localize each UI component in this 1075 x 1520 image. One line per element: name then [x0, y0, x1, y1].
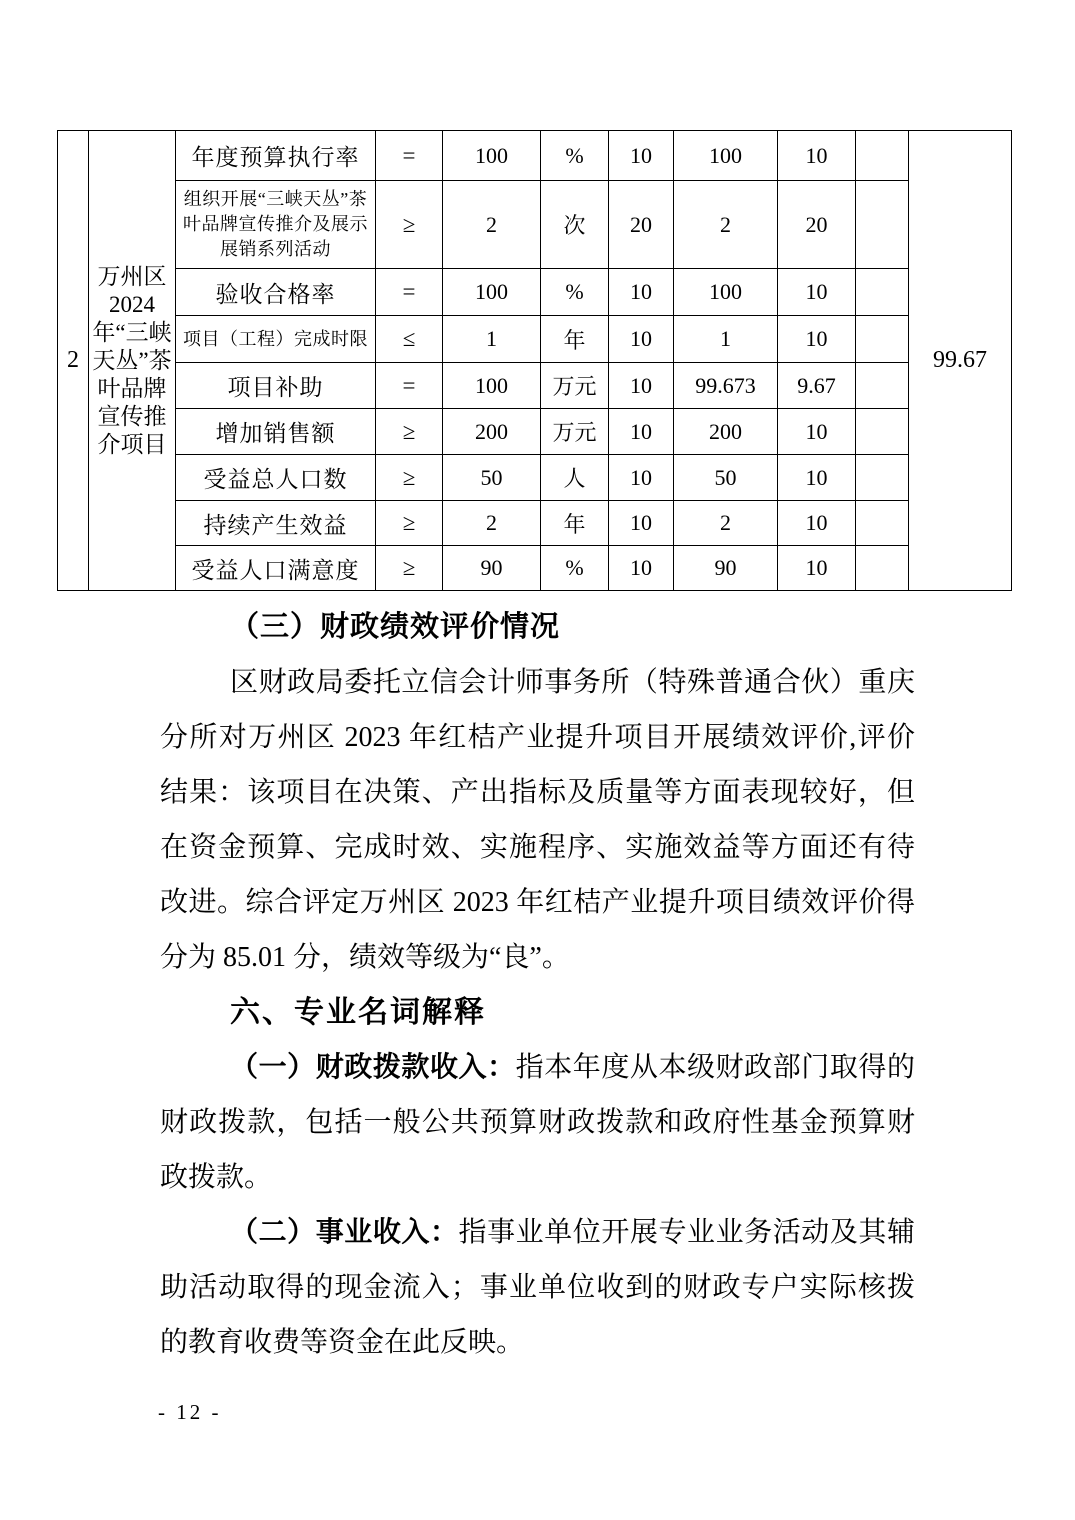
indicator-cell: 增加销售额	[176, 409, 376, 455]
target-cell: 100	[443, 131, 541, 181]
score-cell: 10	[778, 501, 856, 546]
blank-cell	[856, 363, 909, 409]
blank-cell	[856, 131, 909, 181]
paragraph-line: 在资金预算、完成时效、实施程序、实施效益等方面还有待	[160, 832, 915, 863]
unit-cell: 万元	[541, 363, 609, 409]
unit-cell: 次	[541, 181, 609, 269]
weight-cell: 10	[609, 501, 674, 546]
score-cell: 10	[778, 269, 856, 316]
actual-cell: 99.673	[674, 363, 778, 409]
table-row	[58, 546, 1012, 591]
target-cell: 90	[443, 546, 541, 591]
operator-cell: ≥	[376, 501, 443, 546]
total-score-cell: 99.67	[909, 131, 1012, 591]
project-name-cell: 万州区2024年“三峡天丛”茶叶品牌宣传推介项目	[89, 131, 176, 591]
table-row	[58, 363, 1012, 409]
unit-cell: 人	[541, 455, 609, 501]
indicator-cell: 持续产生效益	[176, 501, 376, 546]
indicator-cell: 验收合格率	[176, 269, 376, 316]
actual-cell: 90	[674, 546, 778, 591]
score-cell: 10	[778, 409, 856, 455]
actual-cell: 100	[674, 131, 778, 181]
paragraph-line: 助活动取得的现金流入；事业单位收到的财政专户实际核拨	[160, 1272, 915, 1303]
score-cell: 20	[778, 181, 856, 269]
unit-cell: %	[541, 546, 609, 591]
unit-cell: %	[541, 269, 609, 316]
term-label: （二）事业收入：	[230, 1217, 459, 1248]
paragraph-line: 分所对万州区 2023 年红桔产业提升项目开展绩效评价,评价	[160, 722, 915, 753]
table-row	[58, 316, 1012, 363]
operator-cell: ≥	[376, 181, 443, 269]
table-row	[58, 501, 1012, 546]
paragraph-line: 区财政局委托立信会计师事务所（特殊普通合伙）重庆	[230, 667, 915, 698]
operator-cell: ≥	[376, 546, 443, 591]
blank-cell	[856, 546, 909, 591]
blank-cell	[856, 455, 909, 501]
unit-cell: 万元	[541, 409, 609, 455]
term-label: （一）财政拨款收入：	[230, 1052, 516, 1083]
table-row	[58, 455, 1012, 501]
actual-cell: 100	[674, 269, 778, 316]
table-row	[58, 269, 1012, 316]
paragraph-line	[160, 1205, 915, 1260]
weight-cell: 10	[609, 316, 674, 363]
indicator-cell: 项目补助	[176, 363, 376, 409]
weight-cell: 10	[609, 409, 674, 455]
indicator-cell: 受益总人口数	[176, 455, 376, 501]
paragraph-line: 的教育收费等资金在此反映。	[160, 1327, 525, 1358]
blank-cell	[856, 409, 909, 455]
performance-table	[57, 130, 1012, 591]
body-text	[160, 600, 915, 1370]
target-cell: 2	[443, 501, 541, 546]
row-number-cell: 2	[58, 131, 89, 591]
blank-cell	[856, 269, 909, 316]
target-cell: 200	[443, 409, 541, 455]
score-cell: 9.67	[778, 363, 856, 409]
target-cell: 100	[443, 363, 541, 409]
weight-cell: 10	[609, 363, 674, 409]
paragraph-line: 结果：该项目在决策、产出指标及质量等方面表现较好，但	[160, 777, 915, 808]
paragraph-line	[160, 1040, 915, 1095]
weight-cell: 10	[609, 269, 674, 316]
table-row	[58, 409, 1012, 455]
actual-cell: 2	[674, 181, 778, 269]
paragraph-line: 政拨款。	[160, 1162, 273, 1193]
actual-cell: 50	[674, 455, 778, 501]
operator-cell: ≥	[376, 409, 443, 455]
paragraph-line: 改进。综合评定万州区 2023 年红桔产业提升项目绩效评价得	[160, 887, 915, 918]
weight-cell: 10	[609, 546, 674, 591]
target-cell: 50	[443, 455, 541, 501]
unit-cell: 年	[541, 501, 609, 546]
unit-cell: 年	[541, 316, 609, 363]
blank-cell	[856, 501, 909, 546]
actual-cell: 2	[674, 501, 778, 546]
operator-cell: ≤	[376, 316, 443, 363]
operator-cell: =	[376, 363, 443, 409]
actual-cell: 200	[674, 409, 778, 455]
target-cell: 2	[443, 181, 541, 269]
section-6-heading: 六、专业名词解释	[230, 996, 486, 1029]
weight-cell: 10	[609, 131, 674, 181]
unit-cell: %	[541, 131, 609, 181]
operator-cell: ≥	[376, 455, 443, 501]
operator-cell: =	[376, 131, 443, 181]
paragraph-line: 财政拨款，包括一般公共预算财政拨款和政府性基金预算财	[160, 1107, 915, 1138]
score-cell: 10	[778, 316, 856, 363]
term-text: 指本年度从本级财政部门取得的	[515, 1052, 915, 1083]
score-cell: 10	[778, 131, 856, 181]
indicator-cell: 组织开展“三峡天丛”茶叶品牌宣传推介及展示展销系列活动	[176, 181, 376, 269]
paragraph-line: 分为 85.01 分，绩效等级为“良”。	[160, 942, 570, 973]
page-number: - 12 -	[158, 1400, 222, 1424]
target-cell: 1	[443, 316, 541, 363]
actual-cell: 1	[674, 316, 778, 363]
score-cell: 10	[778, 546, 856, 591]
blank-cell	[856, 181, 909, 269]
weight-cell: 20	[609, 181, 674, 269]
table-row	[58, 181, 1012, 269]
indicator-cell: 受益人口满意度	[176, 546, 376, 591]
score-cell: 10	[778, 455, 856, 501]
table-row	[58, 131, 1012, 181]
blank-cell	[856, 316, 909, 363]
target-cell: 100	[443, 269, 541, 316]
indicator-cell: 年度预算执行率	[176, 131, 376, 181]
indicator-cell: 项目（工程）完成时限	[176, 316, 376, 363]
weight-cell: 10	[609, 455, 674, 501]
term-text: 指事业单位开展专业业务活动及其辅	[458, 1217, 915, 1248]
operator-cell: =	[376, 269, 443, 316]
section-3-heading: （三）财政绩效评价情况	[230, 611, 561, 643]
